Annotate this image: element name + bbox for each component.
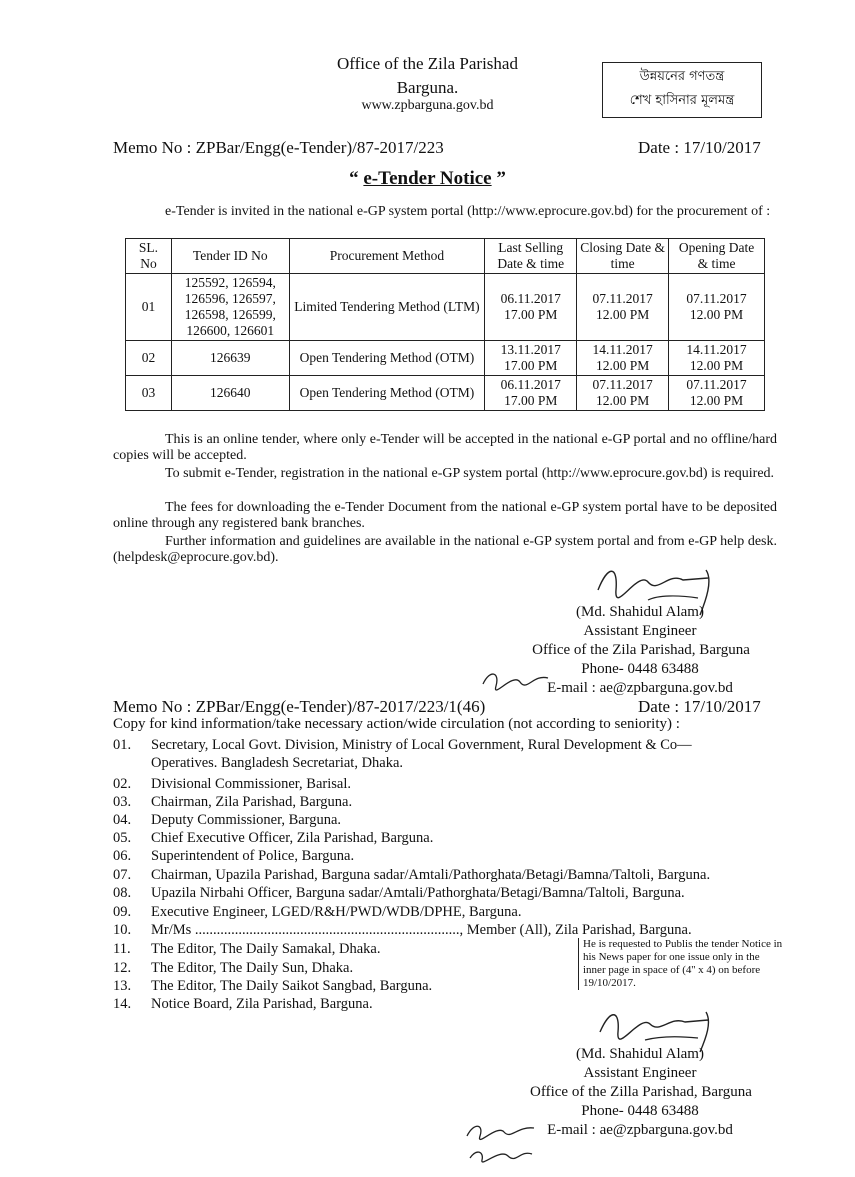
intro-paragraph: e-Tender is invited in the national e-GP system portal (http://www.eprocure.gov.bd) for the procurement of :	[165, 204, 771, 219]
list-item-number: 11.	[113, 941, 131, 957]
tender-table	[125, 238, 765, 411]
list-item-text: The Editor, The Daily Samakal, Dhaka.	[151, 941, 381, 957]
cell-last-selling: 13.11.2017 17.00 PM	[485, 341, 577, 376]
memo-number: Memo No : ZPBar/Engg(e-Tender)/87-2017/223	[113, 138, 444, 157]
cell-tender-id: 126639	[171, 341, 289, 376]
list-item-text: Superintendent of Police, Barguna.	[151, 848, 355, 864]
cell-sl: 01	[126, 274, 172, 341]
list-item-number: 05.	[113, 830, 132, 846]
signatory-email: E-mail : ae@zpbarguna.gov.bd	[547, 680, 733, 696]
list-item-number: 06.	[113, 848, 132, 864]
notice-title-text: e-Tender Notice	[363, 168, 492, 189]
signatory2-email: E-mail : ae@zpbarguna.gov.bd	[547, 1122, 733, 1138]
list-item-text: Deputy Commissioner, Barguna.	[151, 812, 342, 828]
cell-opening: 07.11.2017 12.00 PM	[669, 376, 765, 411]
list-item-text: Chairman, Upazila Parishad, Barguna sadar/Amtali/Pathorghata/Betagi/Bamna/Taltoli, Barguna.	[151, 867, 711, 883]
list-item-number: 03.	[113, 794, 132, 810]
office-website: www.zpbarguna.gov.bd	[361, 98, 494, 113]
signatory-office: Office of the Zila Parishad, Barguna	[532, 642, 750, 658]
list-item-number: 13.	[113, 978, 132, 994]
header-opening: Opening Date & time	[669, 239, 765, 274]
cell-method: Open Tendering Method (OTM)	[289, 341, 485, 376]
list-item-text: Operatives. Bangladesh Secretariat, Dhaka.	[151, 755, 404, 771]
cell-opening: 07.11.2017 12.00 PM	[669, 274, 765, 341]
signatory2-title: Assistant Engineer	[583, 1065, 697, 1081]
cell-last-selling: 06.11.2017 17.00 PM	[485, 376, 577, 411]
list-item-number: 04.	[113, 812, 132, 828]
list-item-number: 07.	[113, 867, 132, 883]
copy-line: Copy for kind information/take necessary action/wide circulation (not according to seniority) :	[113, 716, 680, 732]
office-name: Office of the Zila Parishad	[337, 54, 518, 73]
list-item-number: 09.	[113, 904, 132, 920]
initials-scribble	[478, 664, 558, 700]
signatory-name: (Md. Shahidul Alam)	[576, 604, 704, 620]
cell-closing: 07.11.2017 12.00 PM	[577, 274, 669, 341]
list-item-number: 12.	[113, 960, 132, 976]
header-method: Procurement Method	[289, 239, 485, 274]
list-item-text: Secretary, Local Govt. Division, Ministry of Local Government, Rural Development & Co—	[151, 737, 692, 753]
memo2-date: Date : 17/10/2017	[638, 697, 761, 716]
signatory2-office: Office of the Zilla Parishad, Barguna	[530, 1084, 752, 1100]
header-last-selling: Last Selling Date & time	[485, 239, 577, 274]
signatory2-name: (Md. Shahidul Alam)	[576, 1046, 704, 1062]
signatory-title: Assistant Engineer	[583, 623, 697, 639]
cell-closing: 07.11.2017 12.00 PM	[577, 376, 669, 411]
cell-sl: 03	[126, 376, 172, 411]
cell-last-selling: 06.11.2017 17.00 PM	[485, 274, 577, 341]
paragraph-fees: The fees for downloading the e-Tender Document from the national e-GP system portal have to be deposited online through any registered bank branches.	[113, 500, 777, 531]
header-tender-id: Tender ID No	[171, 239, 289, 274]
notice-title: “ e-Tender Notice ”	[349, 168, 506, 189]
list-item-number: 02.	[113, 776, 132, 792]
list-item-text: Divisional Commissioner, Barisal.	[151, 776, 351, 792]
signatory-phone: Phone- 0448 63488	[581, 661, 699, 677]
cell-opening: 14.11.2017 12.00 PM	[669, 341, 765, 376]
cell-closing: 14.11.2017 12.00 PM	[577, 341, 669, 376]
motto-box	[602, 62, 762, 118]
signatory2-phone: Phone- 0448 63488	[581, 1103, 699, 1119]
list-item-text: Upazila Nirbahi Officer, Barguna sadar/Amtali/Pathorghata/Betagi/Bamna/Taltoli, Barguna.	[151, 885, 685, 901]
cell-tender-id: 125592, 126594, 126596, 126597, 126598, 126599, 126600, 126601	[171, 274, 289, 341]
motto-line-1: উন্নয়নের গণতন্ত্র	[639, 69, 725, 84]
paragraph-registration: To submit e-Tender, registration in the national e-GP system portal (http://www.eprocure.gov.bd) is required.	[165, 466, 775, 481]
list-item-text: Chairman, Zila Parishad, Barguna.	[151, 794, 353, 810]
memo2-number: Memo No : ZPBar/Engg(e-Tender)/87-2017/223/1(46)	[113, 697, 486, 716]
motto-line-2: শেখ হাসিনার মূলমন্ত্র	[629, 93, 735, 108]
initials-scribble-2	[462, 1118, 542, 1170]
header-closing: Closing Date & time	[577, 239, 669, 274]
header-sl: SL. No	[126, 239, 172, 274]
list-item-text: Mr/Ms ........................................................................., Member (All), Zila Parishad, Barguna.	[151, 922, 692, 938]
table-row	[126, 341, 765, 376]
cell-tender-id: 126640	[171, 376, 289, 411]
list-item-text: Executive Engineer, LGED/R&H/PWD/WDB/DPHE, Barguna.	[151, 904, 522, 920]
list-item-text: The Editor, The Daily Sun, Dhaka.	[151, 960, 354, 976]
cell-method: Open Tendering Method (OTM)	[289, 376, 485, 411]
table-row	[126, 376, 765, 411]
table-row	[126, 274, 765, 341]
list-item-number: 01.	[113, 737, 132, 753]
cell-sl: 02	[126, 341, 172, 376]
list-item-text: Notice Board, Zila Parishad, Barguna.	[151, 996, 373, 1012]
list-item-number: 14.	[113, 996, 132, 1012]
paragraph-online-tender: This is an online tender, where only e-Tender will be accepted in the national e-GP portal and no offline/hard copies will be accepted.	[113, 432, 777, 463]
table-header-row	[126, 239, 765, 274]
paragraph-further-info: Further information and guidelines are available in the national e-GP system portal and from e-GP help desk. (helpdesk@eprocure.gov.bd).	[113, 534, 777, 565]
office-city: Barguna.	[396, 78, 459, 97]
list-item-text: Chief Executive Officer, Zila Parishad, Barguna.	[151, 830, 434, 846]
memo-date: Date : 17/10/2017	[638, 138, 761, 157]
editor-note: He is requested to Publis the tender Notice in his News paper for one issue only in the inner page in space of (4'' x 4) on before 19/10/2017.	[578, 938, 783, 990]
cell-method: Limited Tendering Method (LTM)	[289, 274, 485, 341]
list-item-number: 08.	[113, 885, 132, 901]
list-item-number: 10.	[113, 922, 132, 938]
list-item-text: The Editor, The Daily Saikot Sangbad, Barguna.	[151, 978, 433, 994]
